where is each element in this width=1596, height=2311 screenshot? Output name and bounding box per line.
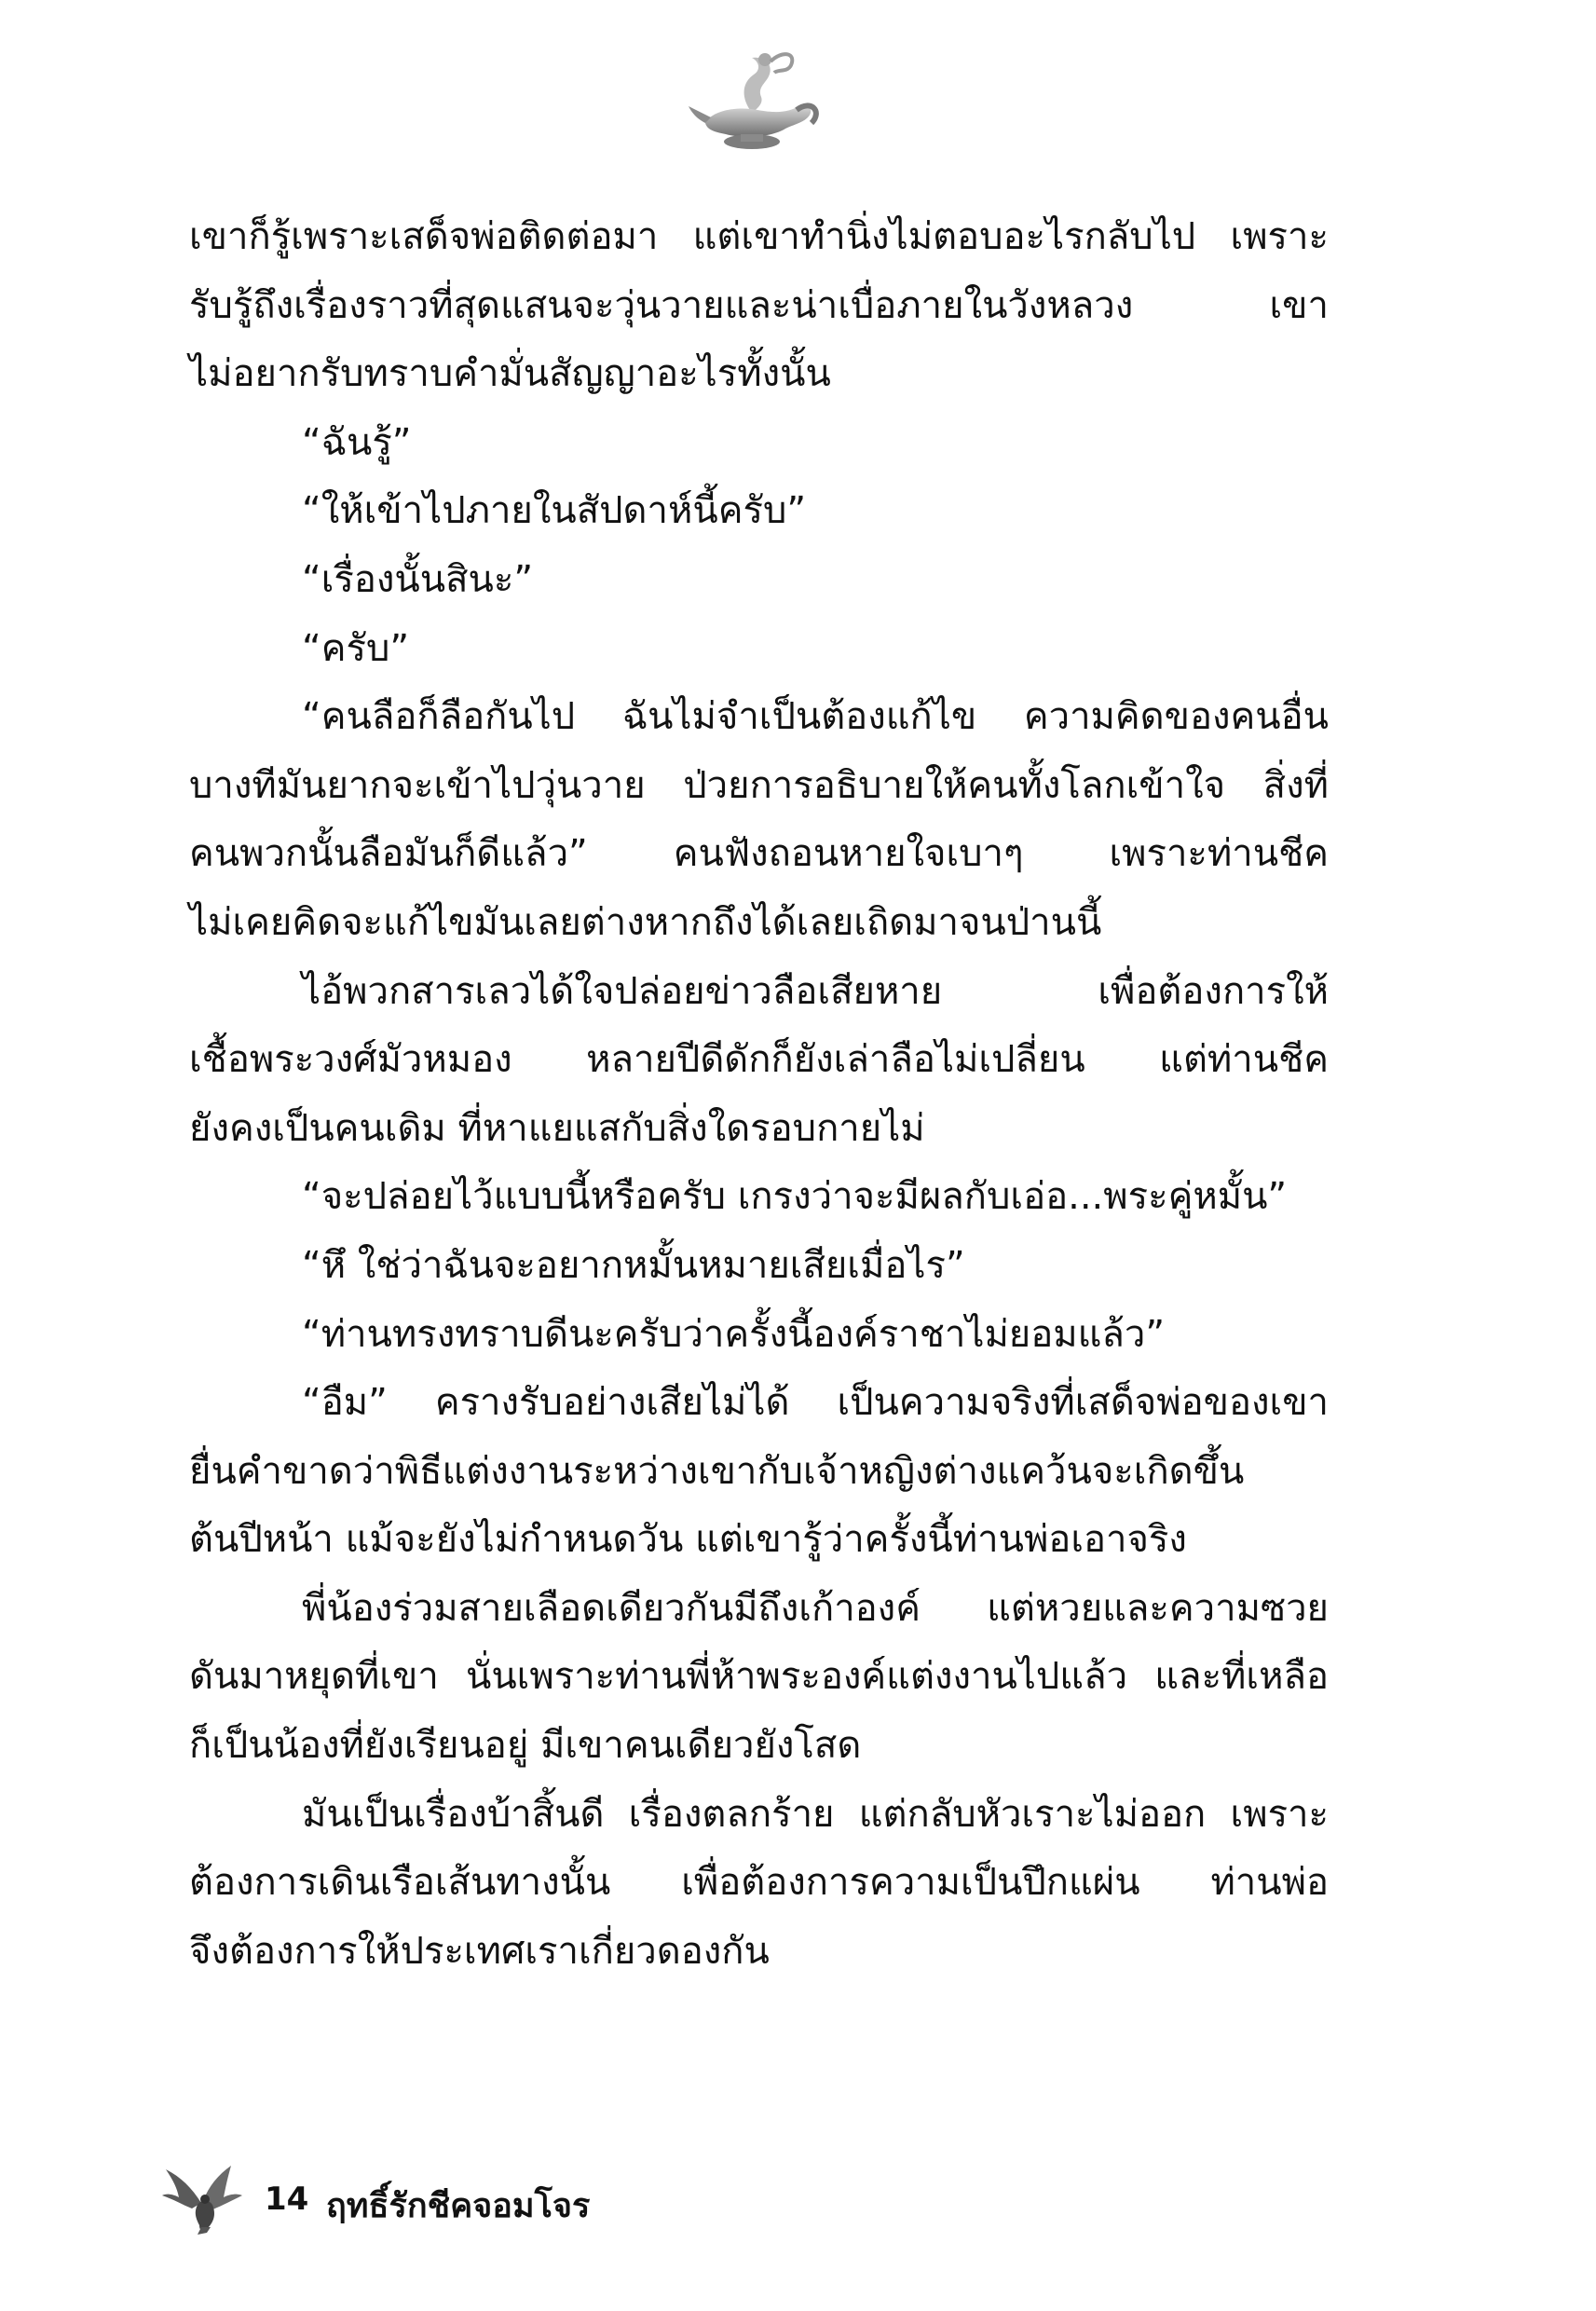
text-line: มันเป็นเรื่องบ้าสิ้นดี เรื่องตลกร้าย แต่กลับหัวเราะไม่ออก เพราะ (302, 1792, 1329, 1836)
text-line: ก็เป็นน้องที่ยังเรียนอยู่ มีเขาคนเดียวยังโสด (189, 1724, 862, 1768)
text-line: “ครับ” (302, 626, 410, 670)
genie-lamp-icon (685, 45, 825, 157)
text-line: ยังคงเป็นคนเดิม ที่หาแยแสกับสิ่งใดรอบกายไม่ (189, 1106, 925, 1150)
book-title: ฤทธิ์รักชีคจอมโจร (326, 2187, 591, 2225)
eagle-icon (160, 2160, 244, 2235)
text-line: ดันมาหยุดที่เขา นั่นเพราะท่านพี่ห้าพระองค์แต่งงานไปแล้ว และที่เหลือ (189, 1655, 1329, 1699)
text-line: ไม่อยากรับทราบคำมั่นสัญญาอะไรทั้งนั้น (189, 352, 831, 396)
text-line: “อืม” ครางรับอย่างเสียไม่ได้ เป็นความจริงที่เสด็จพ่อของเขา (302, 1381, 1329, 1425)
text-line: ไอ้พวกสารเลวได้ใจปล่อยข่าวลือเสียหาย เพื่อต้องการให้ (302, 969, 1329, 1013)
text-line: บางทีมันยากจะเข้าไปวุ่นวาย ป่วยการอธิบายให้คนทั้งโลกเข้าใจ สิ่งที่ (189, 763, 1329, 807)
text-line: คนพวกนั้นลือมันก็ดีแล้ว” คนฟังถอนหายใจเบาๆ เพราะท่านชีค (189, 832, 1329, 876)
text-line: รับรู้ถึงเรื่องราวที่สุดแสนจะวุ่นวายและน่าเบื่อภายในวังหลวง เขา (189, 283, 1329, 327)
page-number: 14 (265, 2181, 309, 2218)
text-line: ต้นปีหน้า แม้จะยังไม่กำหนดวัน แต่เขารู้ว่าครั้งนี้ท่านพ่อเอาจริง (189, 1518, 1187, 1562)
text-line: “ท่านทรงทราบดีนะครับว่าครั้งนี้องค์ราชาไม่ยอมแล้ว” (302, 1312, 1166, 1356)
text-line: ไม่เคยคิดจะแก้ไขมันเลยต่างหากถึงได้เลยเถิดมาจนป่านนี้ (189, 900, 1102, 944)
text-line: “หึ ใช่ว่าฉันจะอยากหมั้นหมายเสียเมื่อไร” (302, 1243, 965, 1287)
text-line: “คนลือก็ลือกันไป ฉันไม่จำเป็นต้องแก้ไข ความคิดของคนอื่น (302, 695, 1329, 739)
text-line: เขาก็รู้เพราะเสด็จพ่อติดต่อมา แต่เขาทำนิ่งไม่ตอบอะไรกลับไป เพราะ (189, 215, 1329, 258)
text-line: “เรื่องนั้นสินะ” (302, 557, 534, 601)
text-line: ต้องการเดินเรือเส้นทางนั้น เพื่อต้องการความเป็นปึกแผ่น ท่านพ่อ (189, 1861, 1329, 1905)
text-line: ยื่นคำขาดว่าพิธีแต่งงานระหว่างเขากับเจ้าหญิงต่างแคว้นจะเกิดขึ้น (189, 1449, 1245, 1493)
text-line: “ให้เข้าไปภายในสัปดาห์นี้ครับ” (302, 489, 807, 533)
text-line: “ฉันรู้” (302, 420, 412, 464)
text-line: พี่น้องร่วมสายเลือดเดียวกันมีถึงเก้าองค์ แต่หวยและความซวย (302, 1586, 1329, 1630)
text-line: “จะปล่อยไว้แบบนี้หรือครับ เกรงว่าจะมีผลกับเอ่อ...พระคู่หมั้น” (302, 1175, 1288, 1219)
text-line: เชื้อพระวงศ์มัวหมอง หลายปีดีดักก็ยังเล่าลือไม่เปลี่ยน แต่ท่านชีค (189, 1038, 1329, 1082)
text-line: จึงต้องการให้ประเทศเราเกี่ยวดองกัน (189, 1929, 770, 1973)
body-text (189, 203, 1329, 1986)
page-footer (160, 2160, 719, 2235)
